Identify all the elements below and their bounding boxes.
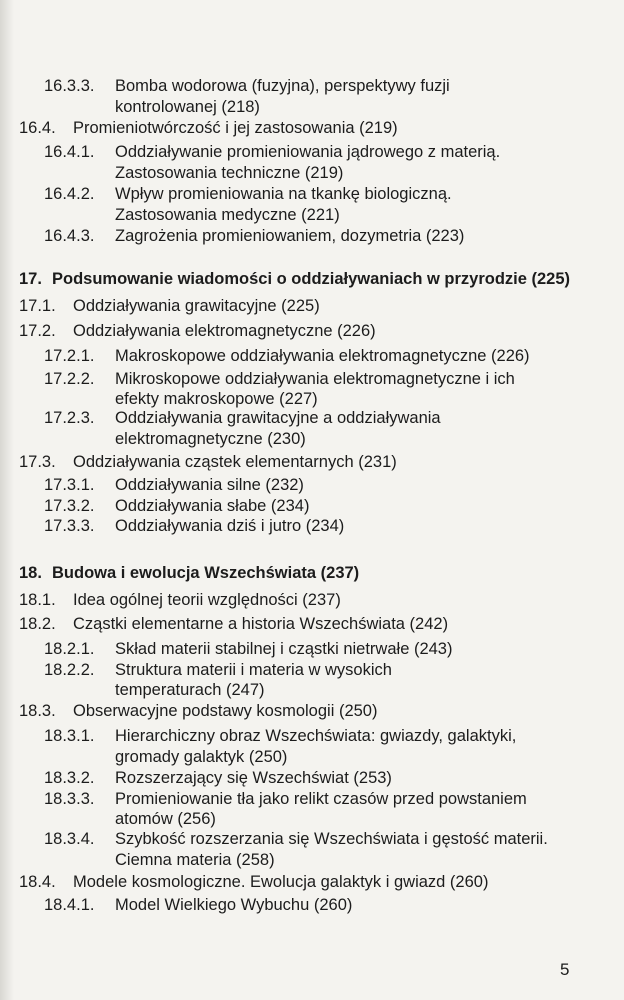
toc-entry-title: Hierarchiczny obraz Wszechświata: gwiazdy, galaktyki,: [115, 727, 517, 745]
toc-entry-title: Wpływ promieniowania na tkankę biologiczną.: [115, 185, 452, 203]
toc-entry-number: 17.2.2.: [44, 370, 95, 388]
toc-entry-title: Zastosowania medyczne (221): [115, 206, 340, 224]
toc-entry-title: Oddziaływania dziś i jutro (234): [115, 517, 345, 535]
toc-entry-title: Rozszerzający się Wszechświat (253): [115, 769, 392, 787]
toc-entry-title: Zastosowania techniczne (219): [115, 164, 344, 182]
toc-entry-number: 18.4.1.: [44, 896, 95, 914]
toc-entry-number: 18.1.: [19, 591, 56, 609]
toc-entry-title: Idea ogólnej teorii względności (237): [73, 591, 341, 609]
toc-entry-number: 18.3.3.: [44, 790, 95, 808]
toc-entry-number: 16.4.2.: [44, 185, 95, 203]
toc-entry-number: 18.2.1.: [44, 640, 95, 658]
toc-entry-number: 17.2.1.: [44, 347, 95, 365]
toc-entry-number: 18.2.2.: [44, 661, 95, 679]
toc-entry-number: 17.3.: [19, 453, 56, 471]
toc-entry-number: 18.2.: [19, 615, 56, 633]
toc-entry-title: efekty makroskopowe (227): [115, 390, 318, 408]
toc-entry-title: Obserwacyjne podstawy kosmologii (250): [73, 702, 378, 720]
toc-entry-number: 18.3.4.: [44, 830, 95, 848]
toc-entry-title: Struktura materii i materia w wysokich: [115, 661, 392, 679]
toc-entry-title: Bomba wodorowa (fuzyjna), perspektywy fuzji: [115, 77, 450, 95]
toc-entry-title: Makroskopowe oddziaływania elektromagnetyczne (226): [115, 347, 530, 365]
toc-entry-title: temperaturach (247): [115, 681, 265, 699]
toc-entry-title: Oddziaływanie promieniowania jądrowego z materią.: [115, 143, 501, 161]
toc-entry-number: 16.3.3.: [44, 77, 95, 95]
toc-entry-number: 18.3.1.: [44, 727, 95, 745]
toc-entry-title: Oddziaływania grawitacyjne (225): [73, 297, 320, 315]
toc-entry-number: 18.3.2.: [44, 769, 95, 787]
toc-entry-title: Szybkość rozszerzania się Wszechświata i gęstość materii.: [115, 830, 548, 848]
toc-entry-title: Oddziaływania elektromagnetyczne (226): [73, 322, 376, 340]
chapter-number: 17.: [19, 270, 42, 288]
toc-entry-number: 16.4.: [19, 119, 56, 137]
toc-entry-title: Model Wielkiego Wybuchu (260): [115, 896, 353, 914]
page-gutter-shadow: [0, 0, 14, 1000]
toc-entry-title: Modele kosmologiczne. Ewolucja galaktyk i gwiazd (260): [73, 873, 489, 891]
toc-entry-title: Oddziaływania słabe (234): [115, 497, 310, 515]
toc-entry-number: 17.3.3.: [44, 517, 95, 535]
toc-entry-title: Ciemna materia (258): [115, 851, 275, 869]
toc-entry-number: 18.4.: [19, 873, 56, 891]
chapter-title: Podsumowanie wiadomości o oddziaływaniach w przyrodzie (225): [52, 270, 571, 288]
toc-entry-title: Cząstki elementarne a historia Wszechświata (242): [73, 615, 449, 633]
toc-entry-number: 17.3.2.: [44, 497, 95, 515]
page-number: 5: [560, 960, 570, 979]
toc-entry-title: elektromagnetyczne (230): [115, 430, 306, 448]
toc-entry-title: Promieniotwórczość i jej zastosowania (219): [73, 119, 398, 137]
toc-entry-title: Oddziaływania silne (232): [115, 476, 304, 494]
toc-entry-title: Skład materii stabilnej i cząstki nietrwałe (243): [115, 640, 453, 658]
chapter-number: 18.: [19, 564, 42, 582]
toc-entry-title: Zagrożenia promieniowaniem, dozymetria (223): [115, 227, 465, 245]
toc-entry-title: Oddziaływania cząstek elementarnych (231): [73, 453, 397, 471]
toc-entry-title: kontrolowanej (218): [115, 98, 260, 116]
toc-entry-number: 17.2.: [19, 322, 56, 340]
toc-entry-title: gromady galaktyk (250): [115, 748, 288, 766]
toc-entry-title: Oddziaływania grawitacyjne a oddziaływania: [115, 409, 441, 427]
toc-entry-number: 17.2.3.: [44, 409, 95, 427]
toc-entry-number: 16.4.1.: [44, 143, 95, 161]
toc-entry-number: 16.4.3.: [44, 227, 95, 245]
toc-entry-title: Mikroskopowe oddziaływania elektromagnetyczne i ich: [115, 370, 515, 388]
toc-entry-number: 17.3.1.: [44, 476, 95, 494]
toc-entry-number: 17.1.: [19, 297, 56, 315]
toc-entry-number: 18.3.: [19, 702, 56, 720]
toc-entry-title: atomów (256): [115, 810, 216, 828]
chapter-title: Budowa i ewolucja Wszechświata (237): [52, 564, 360, 582]
toc-entry-title: Promieniowanie tła jako relikt czasów przed powstaniem: [115, 790, 527, 808]
